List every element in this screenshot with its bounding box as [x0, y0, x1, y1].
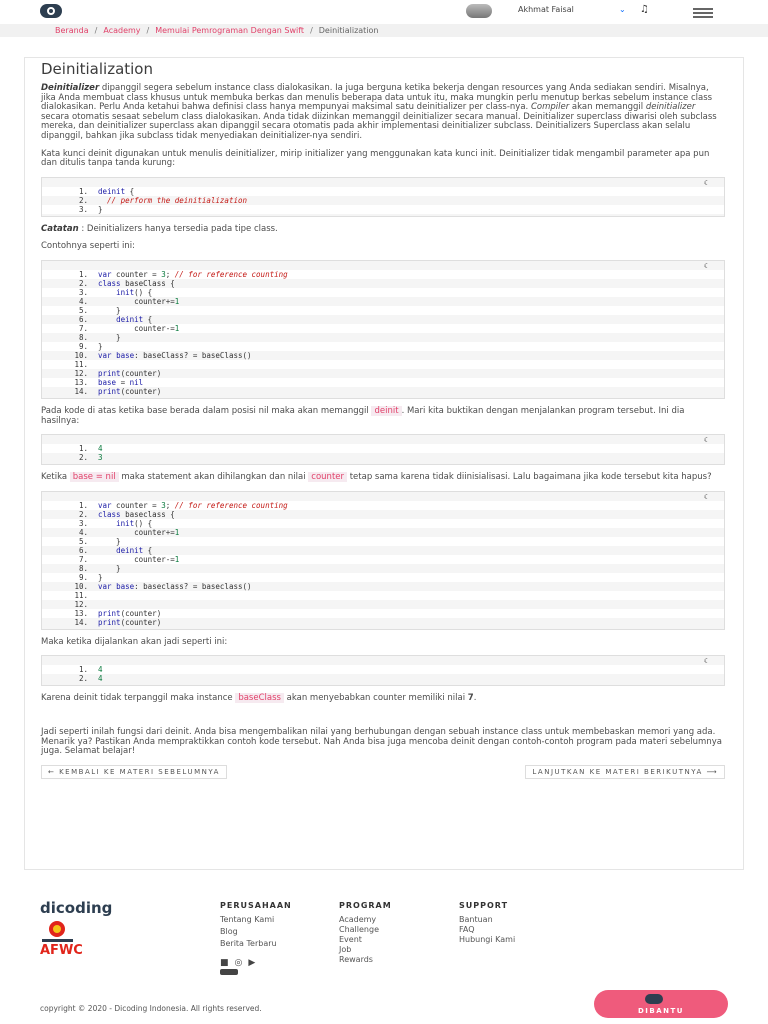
line-number: 7.	[78, 323, 88, 333]
code-line	[42, 306, 724, 315]
line-number: 10.	[74, 350, 88, 360]
user-name[interactable]: Akhmat Faisal	[518, 5, 574, 14]
line-number: 7.	[78, 554, 88, 564]
code-text: }	[98, 341, 103, 351]
code-line	[42, 537, 724, 546]
line-number: 9.	[78, 341, 88, 351]
code-text: counter-=1	[98, 554, 180, 564]
code-text: }	[98, 563, 121, 573]
footer-link[interactable]: Job	[339, 945, 352, 954]
code-line	[42, 564, 724, 573]
code-line	[42, 453, 724, 462]
code-line	[42, 573, 724, 582]
footer-col-program: PROGRAM Academy Challenge Event Job Rewards	[339, 901, 392, 964]
code-block-2	[41, 260, 725, 399]
line-number: 8.	[78, 563, 88, 573]
code-line	[42, 196, 724, 205]
code-line	[42, 618, 724, 627]
footer-col-support: SUPPORT Bantuan FAQ Hubungi Kami	[459, 901, 529, 945]
theme-toggle-icon[interactable]: ☾	[703, 657, 710, 666]
breadcrumb-beranda[interactable]: Beranda	[55, 26, 89, 35]
page-title: Deinitialization	[41, 60, 153, 78]
avatar[interactable]	[466, 4, 492, 18]
line-number: 13.	[74, 608, 88, 618]
code-text: }	[98, 572, 103, 582]
footer-link[interactable]: Berita Terbaru	[220, 939, 277, 948]
youtube-icon[interactable]	[220, 969, 238, 975]
twitter-icon[interactable]: ▶	[248, 958, 256, 968]
code-text: // perform the deinitialization	[107, 195, 248, 205]
code-line	[42, 510, 724, 519]
code-text: deinit {	[116, 545, 153, 555]
code-text: 3	[98, 453, 103, 463]
code-line	[42, 501, 724, 510]
line-number: 2.	[78, 509, 88, 519]
code-line	[42, 288, 724, 297]
code-text: counter-=1	[98, 323, 180, 333]
footer-logo[interactable]: dicoding	[40, 899, 113, 917]
line-number: 2.	[78, 195, 88, 205]
output-block-2	[41, 655, 725, 686]
code-text: }	[98, 332, 121, 342]
code-line	[42, 333, 724, 342]
line-number: 12.	[74, 599, 88, 609]
code-text: init() {	[116, 518, 153, 528]
code-text: base = nil	[98, 377, 144, 387]
code-line	[42, 360, 724, 369]
code-text: var counter = 3; // for reference counting	[98, 269, 288, 279]
chevron-down-icon[interactable]: ⌄	[619, 5, 626, 14]
breadcrumb-course[interactable]: Memulai Pemrograman Dengan Swift	[155, 26, 305, 35]
code-line	[42, 591, 724, 600]
code-line	[42, 297, 724, 306]
instagram-icon[interactable]: ◎	[234, 958, 243, 968]
breadcrumb: Beranda / Academy / Memulai Pemrograman Dengan Swift / Deinitialization	[0, 24, 768, 37]
line-number: 2.	[78, 453, 88, 463]
line-number: 1.	[78, 186, 88, 196]
code-text: class baseclass {	[98, 509, 175, 519]
facebook-icon[interactable]: ■	[220, 958, 229, 968]
footer-link[interactable]: Challenge	[339, 925, 379, 934]
code-text: var counter = 3; // for reference counting	[98, 500, 288, 510]
line-number: 2.	[78, 674, 88, 684]
code-text: var base: baseClass? = baseClass()	[98, 350, 252, 360]
line-number: 2.	[78, 278, 88, 288]
line-number: 14.	[74, 386, 88, 396]
line-number: 13.	[74, 377, 88, 387]
code-text: }	[98, 305, 121, 315]
line-number: 12.	[74, 368, 88, 378]
line-number: 5.	[78, 536, 88, 546]
code-text: 4	[98, 674, 103, 684]
code-line	[42, 609, 724, 618]
paragraph-7: Karena deinit tidak terpanggil maka instance baseClass akan menyebabkan counter memiliki nilai 7.	[41, 693, 477, 704]
footer-link[interactable]: Blog	[220, 927, 238, 936]
code-line	[42, 187, 724, 196]
code-text: }	[98, 204, 103, 214]
copyright: copyright © 2020 - Dicoding Indonesia. All rights reserved.	[40, 1004, 262, 1013]
code-line	[42, 205, 724, 214]
top-header	[0, 0, 768, 25]
code-text: 4	[98, 665, 103, 675]
theme-toggle-icon[interactable]: ☾	[703, 492, 710, 501]
code-text: init() {	[116, 287, 153, 297]
code-block-1	[41, 177, 725, 217]
afwc-logo: AFWC	[40, 943, 83, 958]
output-block-1	[41, 434, 725, 465]
footer-link[interactable]: FAQ	[459, 925, 475, 934]
line-number: 4.	[78, 296, 88, 306]
code-text: counter+=1	[98, 296, 180, 306]
code-line	[42, 600, 724, 609]
code-line	[42, 582, 724, 591]
code-text: var base: baseclass? = baseclass()	[98, 581, 252, 591]
paragraph-5: Ketika base = nil maka statement akan dihilangkan dan nilai counter tetap sama karena tidak diinisialisasi. Lalu bagaimana jika kode tersebut kita hapus?	[41, 472, 712, 483]
line-number: 3.	[78, 204, 88, 214]
footer-link[interactable]: Hubungi Kami	[459, 935, 516, 944]
social-links	[220, 958, 255, 968]
paragraph-4: Pada kode di atas ketika base berada dalam posisi nil maka akan memanggil deinit . Mari kita buktikan dengan menjalankan program tersebut. Ini dia hasilnya:	[41, 405, 685, 426]
code-text: deinit {	[116, 314, 153, 324]
code-line	[42, 528, 724, 537]
footer-link[interactable]: Bantuan	[459, 915, 493, 924]
line-number: 9.	[78, 572, 88, 582]
code-block-3	[41, 491, 725, 630]
paragraph-2: Kata kunci deinit digunakan untuk menulis deinitializer, mirip initializer yang menggunakan kata kunci init. Deinitializer tidak mengambil parameter apa pun dan ditulis tanpa tanda kurung:	[41, 148, 710, 169]
next-lesson-button[interactable]: LANJUTKAN KE MATERI BERIKUTNYA ⟶	[525, 765, 725, 779]
code-text: 4	[98, 444, 103, 454]
code-line	[42, 674, 724, 683]
code-line	[42, 270, 724, 279]
footer-link[interactable]: Tentang Kami	[220, 915, 275, 924]
footer-link[interactable]: Event	[339, 935, 362, 944]
code-line	[42, 279, 724, 288]
theme-toggle-icon[interactable]: ☾	[703, 178, 710, 187]
footer	[0, 885, 768, 1024]
line-number: 10.	[74, 581, 88, 591]
help-icon	[645, 994, 663, 1004]
line-number: 3.	[78, 287, 88, 297]
code-text: print(counter)	[98, 368, 162, 378]
paragraph-8: Jadi seperti inilah fungsi dari deinit. Anda bisa mengembalikan nilai yang berhubungan dengan sebuah instance class untuk membebaskan memori yang ada. Menarik ya? Pastikan Anda mempraktikkan contoh kode tersebut. Nah Anda bisa juga mencoba deinit dengan contoh-contoh program pada materi sebelumnya juga. Selamat belajar!	[41, 726, 722, 757]
line-number: 6.	[78, 545, 88, 555]
theme-toggle-icon[interactable]: ☾	[703, 436, 710, 445]
code-line	[42, 444, 724, 453]
paragraph-3: Contohnya seperti ini:	[41, 241, 135, 252]
code-line	[42, 378, 724, 387]
code-line	[42, 519, 724, 528]
breadcrumb-current: Deinitialization	[318, 26, 379, 35]
line-number: 1.	[78, 500, 88, 510]
code-text: print(counter)	[98, 386, 162, 396]
line-number: 1.	[78, 665, 88, 675]
line-number: 5.	[78, 305, 88, 315]
code-text: class baseClass {	[98, 278, 175, 288]
line-number: 11.	[74, 590, 88, 600]
line-number: 1.	[78, 269, 88, 279]
help-button[interactable]: DIBANTU	[594, 990, 728, 1018]
code-text: print(counter)	[98, 608, 162, 618]
prev-lesson-button[interactable]: ← KEMBALI KE MATERI SEBELUMNYA	[41, 765, 227, 779]
line-number: 14.	[74, 617, 88, 627]
line-number: 6.	[78, 314, 88, 324]
code-line	[42, 387, 724, 396]
note: Catatan : Deinitializers hanya tersedia pada tipe class.	[41, 223, 278, 234]
line-number: 1.	[78, 444, 88, 454]
paragraph-6: Maka ketika dijalankan akan jadi seperti ini:	[41, 636, 228, 647]
code-line	[42, 342, 724, 351]
footer-col-perusahaan: PERUSAHAAN Tentang Kami Blog Berita Terbaru	[220, 901, 300, 949]
line-number: 11.	[74, 359, 88, 369]
footer-link[interactable]: Rewards	[339, 955, 373, 964]
dicoding-logo-icon[interactable]	[40, 4, 62, 18]
code-line	[42, 351, 724, 360]
code-text: deinit {	[98, 186, 135, 196]
code-line	[42, 555, 724, 564]
footer-link[interactable]: Academy	[339, 915, 377, 924]
code-line	[42, 546, 724, 555]
code-line	[42, 665, 724, 674]
article	[41, 60, 725, 779]
code-line	[42, 324, 724, 333]
award-badge-icon	[40, 920, 75, 944]
code-line	[42, 315, 724, 324]
line-number: 4.	[78, 527, 88, 537]
code-text: }	[98, 536, 121, 546]
menu-icon[interactable]	[693, 8, 713, 20]
code-line	[42, 369, 724, 378]
breadcrumb-academy[interactable]: Academy	[103, 26, 141, 35]
line-number: 8.	[78, 332, 88, 342]
code-text: counter+=1	[98, 527, 180, 537]
code-text: print(counter)	[98, 617, 162, 627]
paragraph-1: Deinitializer dipanggil segera sebelum instance class dialokasikan. Ia juga berguna ketika bekerja dengan resources yang Anda sediakan sendiri. Misalnya, jika Anda membuat class khusus untuk membuka berkas dan menulis beberapa data untuk itu, maka mungkin perlu menutup berkas sebelum instance class dialokasikan. Perlu Anda ketahui bahwa definisi class hanya mempunyai maksimal satu deinitializer per class-nya. Compiler akan memanggil deinitializer secara otomatis sesaat sebelum class dialokasikan. Anda tidak diizinkan memanggil deinitializer secara manual. Deinitializer superclass diwarisi oleh subclass mereka, dan deinitializer superclass akan dipanggil secara otomatis pada akhir implementasi deinitializer subclass. Deinitializers Superclass akan selalu dipanggil, bahkan jika subclass tidak menyediakan deinitializer-nya sendiri.	[41, 83, 717, 141]
bell-icon[interactable]: ♫	[640, 4, 649, 15]
theme-toggle-icon[interactable]: ☾	[703, 261, 710, 270]
line-number: 3.	[78, 518, 88, 528]
